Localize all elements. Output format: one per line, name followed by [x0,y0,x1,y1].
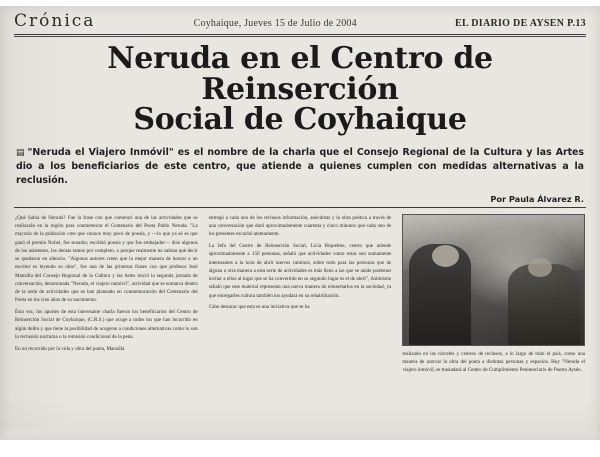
headline-line-2: Social de Coyhaique [133,102,467,138]
paper-name-and-page [455,18,586,32]
body-column-2 [209,214,392,457]
paragraph: Cabe destacar que esta es una iniciativa que se ha [208,304,310,311]
section-title: Crónica [14,11,96,31]
paragraph: La Jefa del Centro de Reinserción Social, Licia Riquelme, centro que atiende aproximadamente a 150 personas, señaló que actividades como estas son sumamente interesantes a la hora de abrir nuevos caminos, sobre todo para las personas que de alguna u otra manera a esta serie de actividades es más lleno a las que se anide podemos invitar a ellos al lugar que se ha convertido en su segundo lugar es el de abrir", Asimismo señaló que este material representa una nueva manera de reinsertarlos en la sociedad, ya que entregarles cultura también los ayudará en su rehabilitación. [208,243,392,299]
headline-line-1: Neruda en el Centro de Reinserción [107,41,493,107]
newspaper-page [0,6,600,440]
paragraph: En un recorrido por la vida y obra del poeta, Mansilla [15,345,125,352]
masthead [14,6,586,32]
paragraph: Ésta vez, los aportes de esta interesante charla fueron los beneficiarios del Centro de Reinserción Social de Coyhaique, (C.R.S.) que acoge a todos los que han incurrido en algún delito y que tiene la posibilidad de acogerse a condiciones alternativas como lo son la reclusión nocturna o la remisión condicional de la pena. [15,309,198,340]
square-bullet-icon: ▤ [16,147,25,158]
paragraph: entregó a cada uno de los reclusos información, anécdotas y la obra poética a través de una conversación que duró aproximadamente cuarenta y cinco minutos que cada uno de los presentes escuchó atentamente. [208,214,392,238]
paper-name: EL DIARIO DE AYSEN [455,18,565,29]
masthead-rule-thin [14,36,586,37]
photo-grain-overlay [403,215,584,345]
page-number: P.13 [567,18,586,29]
byline: Por Paula Álvarez R. [490,193,584,204]
paragraph: realizado en las cárceles y centros de reclusos, a lo largo de todo el país, como una manera de acercar la obra del poeta a distintas personas y espacios. Hoy "Neruda el viajero inmóvil, se trasladará al Centro de Cumplimiento Penitenciario de Puerto Aysén. [402,350,585,374]
masthead-rule [14,34,586,35]
body-columns [15,214,585,457]
body-rule [14,207,586,208]
page-title [16,41,584,138]
body-column-1 [15,214,198,457]
lead-text: "Neruda el Viajero Inmóvil" es el nombre de la charla que el Consejo Regional de la Cultura y las Artes dio a los beneficiarios de este centro, que atiende a quienes cumplen con medidas alternativas a la reclusión. [16,146,584,186]
body-column-3 [402,214,585,457]
lead-paragraph [16,146,584,188]
dateline: Coyhaique, Jueves 15 de Julio de 2004 [193,18,357,29]
paragraph: ¿Qué Sabía de Neruda? Fue la frase con que comenzó una de las actividades que se realizarán en la región para conmemorar el Centenario del Poeta Pablo Neruda. "La mayoría de la población cree que conoce muy poco de poesía, y —lo que ya sé es que ganó el premio Nobel, fue senador, escribió poesía y que fue embajador— dice algunos de los asistentes, los demás tantos por completo, o porque realmente no sabían qué decir se quedaron en silencio. "Algunos autores creen que la mejor manera de honrar a un escritor es leyendo su obra", fue una de las primeras frases con que profesor José Mansilla del Consejo Regional de la Cultura y las Artes inició la segunda jornada de conversación, denominada "Neruda, el viajero inmóvil", actividad que se enmarca dentro de la serie de actividades que se han planeado en conmemoración del Centenario del Poeta en los cien años de su nacimiento. [15,214,198,304]
charla-audience-photo [402,214,585,346]
